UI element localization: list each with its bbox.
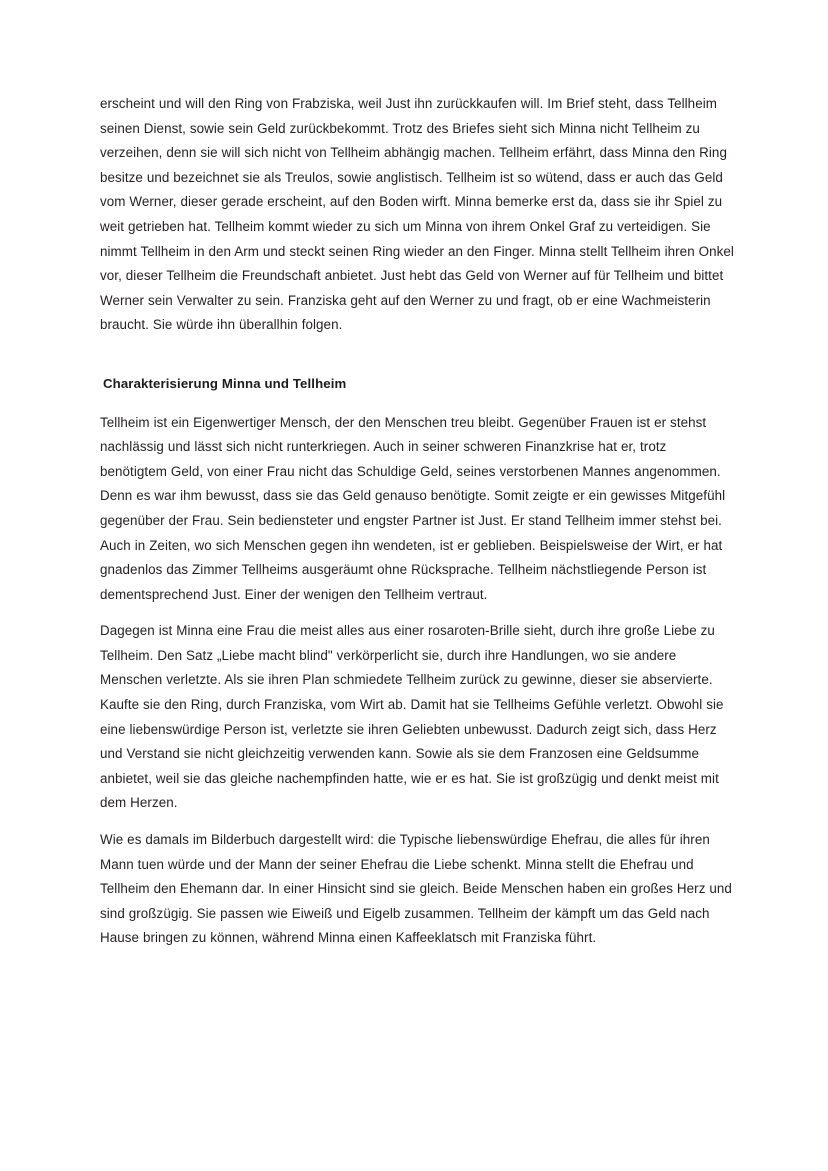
paragraph-minna-characterization: Dagegen ist Minna eine Frau die meist alles aus einer rosaroten-Brille sieht, durch ihre große Liebe zu Tellheim. Den Satz „Liebe macht blind" verkörperlicht sie, durch ihre Handlungen, wo sie andere Menschen verletzte. Als sie ihren Plan schmiedete Tellheim zurück zu gewinne, dieser sie abservierte. Kaufte sie den Ring, durch Franziska, vom Wirt ab. Damit hat sie Tellheims Gefühle verletzt. Obwohl sie eine liebenswürdige Person ist, verletzte sie ihren Geliebten unbewusst. Dadurch zeigt sich, dass Herz und Verstand sie nicht gleichzeitig verwenden kann. Sowie als sie dem Franzosen eine Geldsumme anbietet, weil sie das gleiche nachempfinden hatte, wie er es hat. Sie ist großzügig und denkt meist mit dem Herzen. [100, 623, 724, 811]
paragraph-tellheim-characterization: Tellheim ist ein Eigenwertiger Mensch, der den Menschen treu bleibt. Gegenüber Frauen ist er stehst nachlässig und lässt sich nicht runterkriegen. Auch in seiner schweren Finanzkrise hat er, trotz benötigtem Geld, von einer Frau nicht das Schuldige Geld, seines verstorbenen Mannes angenommen. Denn es war ihm bewusst, dass sie das Geld genauso benötigte. Somit zeigte er ein gewisses Mitgefühl gegenüber der Frau. Sein bediensteter und engster Partner ist Just. Er stand Tellheim immer stehst bei. Auch in Zeiten, wo sich Menschen gegen ihn wendeten, ist er geblieben. Beispielsweise der Wirt, er hat gnadenlos das Zimmer Tellheims ausgeräumt ohne Rücksprache. Tellheim nächstliegende Person ist dementsprechend Just. Einer der wenigen den Tellheim vertraut. [100, 414, 726, 602]
section-heading-charakterisierung: Charakterisierung Minna und Tellheim [103, 375, 347, 391]
paragraph-conclusion-comparison: Wie es damals im Bilderbuch dargestellt wird: die Typische liebenswürdige Ehefrau, die alles für ihren Mann tuen würde und der Mann der seiner Ehefrau die Liebe schenkt. Minna stellt die Ehefrau und Tellheim den Ehemann dar. In einer Hinsicht sind sie gleich. Beide Menschen haben ein großes Herz und sind großzügig. Sie passen wie Eiweiß und Eigelb zusammen. Tellheim der kämpft um das Geld nach Hause bringen zu können, während Minna einen Kaffeeklatsch mit Franziska führt. [100, 832, 732, 946]
document-text-body [100, 92, 734, 951]
paragraph-plot-summary: erscheint und will den Ring von Frabziska, weil Just ihn zurückkaufen will. Im Brief steht, dass Tellheim seinen Dienst, sowie sein Geld zurückbekommt. Trotz des Briefes sieht sich Minna nicht Tellheim zu verzeihen, denn sie will sich nicht von Tellheim abhängig machen. Tellheim erfährt, dass Minna den Ring besitze und bezeichnet sie als Treulos, sowie anglistisch. Tellheim ist so wütend, dass er auch das Geld vom Werner, dieser gerade erscheint, auf den Boden wirft. Minna bemerke erst da, dass sie ihr Spiel zu weit getrieben hat. Tellheim kommt wieder zu sich um Minna von ihrem Onkel Graf zu verteidigen. Sie nimmt Tellheim in den Arm und steckt seinen Ring wieder an den Finger. Minna stellt Tellheim ihren Onkel vor, dieser Tellheim die Freundschaft anbietet. Just hebt das Geld von Werner auf für Tellheim und bittet Werner sein Verwalter zu sein. Franziska geht auf den Werner zu und fragt, ob er eine Wachmeisterin braucht. Sie würde ihn überallhin folgen. [100, 96, 734, 333]
